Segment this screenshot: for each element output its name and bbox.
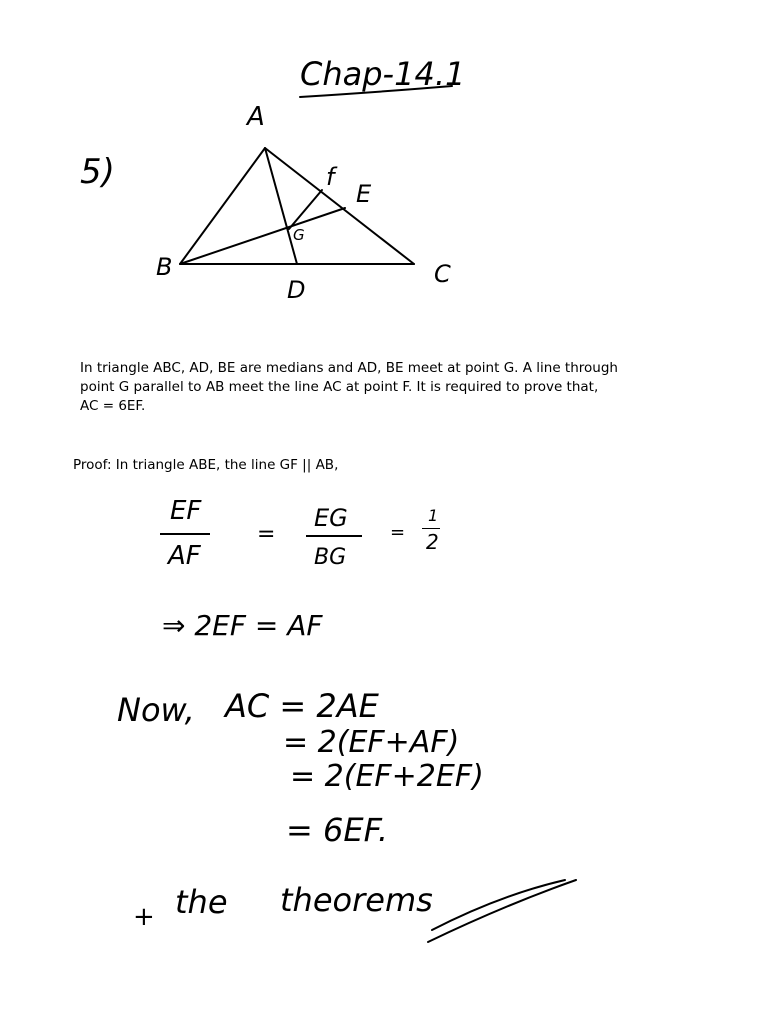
derivation-step-3: = 2(EF+2EF) bbox=[290, 759, 484, 794]
point-d-label: D bbox=[287, 276, 306, 304]
problem-statement-line-2: point G parallel to AB meet the line AC at point F. It is required to prove that, bbox=[80, 379, 599, 395]
fraction-2-numerator: EG bbox=[314, 504, 348, 532]
derivation-step-1: AC = 2AE bbox=[225, 687, 379, 725]
equals-sign-2: = bbox=[390, 522, 406, 543]
problem-statement-line-3: AC = 6EF. bbox=[80, 398, 146, 414]
page-title: Chap-14.1 bbox=[300, 55, 466, 93]
problem-number: 5) bbox=[80, 152, 115, 192]
fraction-3-denominator: 2 bbox=[426, 530, 439, 554]
footer-theorems: theorems bbox=[280, 881, 433, 919]
point-f-label: f bbox=[326, 163, 335, 191]
vertex-b-label: B bbox=[156, 253, 173, 281]
fraction-3-numerator: 1 bbox=[428, 506, 439, 525]
footer-the: the bbox=[175, 883, 228, 921]
fraction-1-numerator: EF bbox=[170, 496, 202, 526]
implies-step: ⇒ 2EF = AF bbox=[162, 609, 323, 642]
fraction-1-denominator: AF bbox=[168, 541, 201, 571]
proof-intro: Proof: In triangle ABE, the line GF || AB, bbox=[73, 457, 339, 473]
derivation-step-2: = 2(EF+AF) bbox=[283, 725, 460, 760]
derivation-step-4: = 6EF. bbox=[286, 811, 389, 849]
vertex-a-label: A bbox=[247, 102, 265, 132]
equals-sign-1: = bbox=[257, 522, 276, 547]
fraction-2-denominator: BG bbox=[314, 545, 347, 570]
now-label: Now, bbox=[117, 691, 195, 729]
point-g-label: G bbox=[293, 226, 305, 244]
problem-statement-line-1: In triangle ABC, AD, BE are medians and AD, BE meet at point G. A line through bbox=[80, 360, 618, 376]
point-e-label: E bbox=[356, 180, 372, 208]
vertex-c-label: C bbox=[434, 260, 451, 288]
footer-plus: + bbox=[133, 902, 155, 932]
